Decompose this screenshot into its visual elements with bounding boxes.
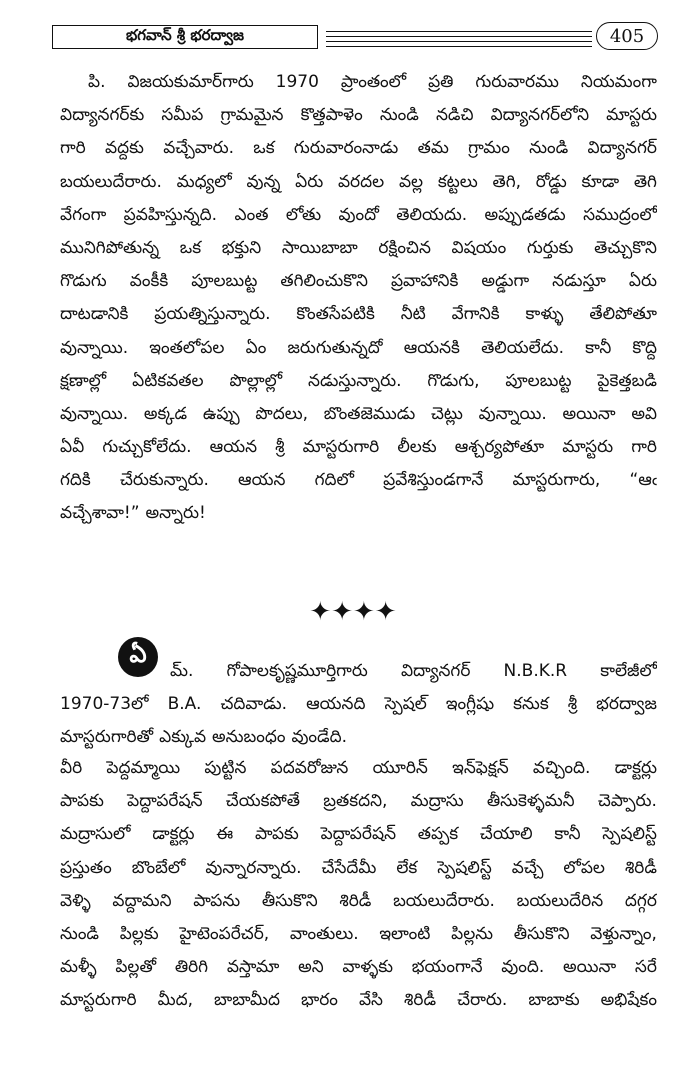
word: ప్రవేశిస్తుండగానే (383, 470, 484, 491)
text-line (60, 885, 657, 918)
word: స్పెషలిస్ట్ (602, 824, 657, 845)
word: భారం (300, 990, 338, 1011)
word: ఏం (245, 337, 267, 358)
word: ఎంత (234, 204, 269, 225)
word: గారి (60, 138, 86, 159)
word: వుండేది. (291, 727, 348, 748)
word: ఏరు (295, 171, 324, 192)
word: ఒక (179, 237, 202, 258)
word: అడ్డుగా (481, 271, 530, 292)
word: విద్యానగర్‌లోని (490, 105, 590, 126)
text-line (60, 298, 657, 331)
word: చెట్లు (430, 403, 463, 424)
word: 1970-73లో (60, 694, 149, 715)
word: కట్టలు (437, 171, 478, 192)
text-line (60, 132, 657, 165)
word: పెద్దాపరేషన్ (127, 791, 203, 812)
word: మద్రాసు (410, 791, 464, 812)
word: తగిలించుకొని (280, 271, 368, 292)
word: వున్నాయి. (60, 403, 129, 424)
text-line (60, 752, 657, 785)
paragraph-1 (60, 66, 657, 531)
word: అయినా (563, 957, 617, 978)
word: పొదలు, (255, 403, 309, 424)
drop-cap: ఏ (118, 637, 158, 677)
word: తేలిపోతూ (589, 304, 657, 325)
word: వేసి (358, 990, 383, 1011)
word: తెలియలేదు. (481, 337, 564, 358)
word: అభిషేకం (600, 990, 657, 1011)
word: ఆయనది (306, 694, 366, 715)
word: ప్రవాహానికి (390, 271, 459, 292)
word: కానీ (585, 337, 612, 358)
word: మాస్టరుగారి (302, 437, 380, 458)
text-line (60, 497, 657, 530)
word: నియమంగా (580, 72, 657, 92)
word: విషయం (451, 237, 507, 258)
word: తప్పక (417, 824, 459, 845)
word: వచ్చేశావా!” (60, 503, 140, 524)
word: పాపకు (60, 791, 104, 812)
word: పూలబుట్ట (505, 370, 572, 391)
word: తెచ్చుకొని (594, 237, 657, 258)
text-line (60, 721, 657, 754)
word: హైటెంపరేచర్, (179, 923, 270, 944)
page-number: 405 (596, 22, 658, 50)
word: విజయకుమార్‌గారు (127, 72, 254, 92)
word: దాటడానికి (60, 304, 129, 325)
word: వేగంగా (60, 204, 107, 225)
word: ఆయనకి (403, 337, 460, 358)
word: పిల్లతో (115, 957, 157, 978)
word: బాబామీద (214, 990, 280, 1011)
word: శిరిడీ (404, 990, 437, 1011)
word: సరే (634, 957, 657, 978)
word: పి. (88, 72, 106, 92)
word: మళ్ళీ (60, 957, 97, 978)
word: వద్దకు (105, 138, 144, 159)
word: కూడా (581, 171, 620, 192)
word: బొంబేలో (131, 857, 186, 878)
word: ఆశ్చర్యపోతూ (454, 437, 545, 458)
word: వుందో (338, 204, 379, 225)
word: B.A. (167, 694, 202, 715)
word: వుంది. (501, 957, 545, 978)
word: వున్న (246, 171, 281, 192)
word: మాస్టరు (562, 437, 614, 458)
word: శిరిడీ (624, 857, 657, 878)
word: కాళ్ళు (525, 304, 564, 325)
word: అప్పుడతడు (484, 204, 566, 225)
word: చెప్పారు. (597, 791, 657, 812)
word: పిల్లకు (119, 923, 159, 944)
word: ఎక్కువ (159, 727, 207, 748)
word: గుచ్చుకోలేదు. (102, 437, 192, 458)
word: 1970 (275, 72, 319, 92)
word: తెగి (633, 171, 657, 192)
text-line (60, 785, 657, 818)
word: మ్. (170, 661, 194, 681)
word: వెళ్తున్నాం, (590, 923, 657, 944)
word: అక్కడ (143, 403, 188, 424)
word: విద్యానగర్ (400, 661, 471, 681)
text-line (60, 984, 657, 1017)
word: శిరిడీ (339, 890, 372, 911)
word: భయంగానే (411, 957, 483, 978)
word: గారి (631, 437, 657, 458)
word: ఇన్‌ఫెక్షన్ (452, 758, 509, 778)
word: వున్నాయి. (60, 337, 129, 358)
word: కానీ (554, 824, 581, 845)
word: ఏవీ (60, 437, 85, 458)
word: మాస్టరుగారి (60, 990, 137, 1011)
word: బొంతజెముడు (323, 403, 416, 424)
word: వంకీకి (129, 271, 169, 292)
word: మధ్యలో (176, 171, 232, 192)
word: మాస్టరు (606, 105, 657, 126)
word: ప్రాంతంలో (340, 72, 407, 92)
word: గదికి (60, 470, 91, 491)
word: తెలియదు. (396, 204, 468, 225)
text-line (60, 818, 657, 851)
text-line (60, 166, 657, 199)
word: వేగానికి (451, 304, 500, 325)
word: పెద్దాపరేషన్ (320, 824, 397, 845)
word: ప్రస్తుతం (60, 857, 112, 878)
word: చేయాలి (479, 824, 533, 845)
word: వెళ్ళి (60, 890, 91, 911)
word: పుట్టిన (204, 758, 247, 778)
word: నడుస్తున్నారు. (308, 370, 402, 391)
paragraph-2 (60, 655, 657, 755)
word: పిల్లను (451, 923, 494, 944)
word: చేసేదేమీ (321, 857, 377, 878)
running-header (52, 22, 658, 56)
section-ornament: ✦✦✦✦ (309, 597, 397, 627)
word: వచ్చేవారు. (163, 138, 234, 159)
word: వచ్చింది. (532, 758, 591, 778)
word: వున్నాయి. (478, 403, 547, 424)
word: డాక్టర్లు (614, 758, 657, 778)
word: అని (298, 957, 324, 978)
word: పదవరోజున (270, 758, 349, 778)
word: మాస్టరుగారితో (60, 727, 154, 748)
word: మీద, (157, 990, 193, 1011)
word: తమ (417, 138, 449, 159)
word: గురువారంనాడు (293, 138, 399, 159)
word: చేరారు. (457, 990, 508, 1011)
text-line (60, 464, 657, 497)
word: వల్ల (398, 171, 424, 192)
word: పెద్దమ్మాయి (106, 758, 181, 778)
word: రోడ్డు (535, 171, 567, 192)
word: రక్షించిన (378, 237, 431, 258)
word: ఏరు (628, 271, 657, 292)
word: క్షణాల్లో (60, 370, 107, 391)
text-line (60, 99, 657, 132)
word: జరుగుతున్నదో (287, 337, 383, 358)
word: తీసుకొని (261, 890, 318, 911)
word: పొల్లాల్లో (229, 370, 283, 391)
word: స్పెషల్ (384, 694, 427, 715)
word: ఒక (253, 138, 275, 159)
word: నడిచి (435, 105, 474, 126)
word: వున్నారన్నారు. (205, 857, 302, 878)
word: గొడుగు (60, 271, 107, 292)
text-line (60, 365, 657, 398)
word: వద్దామని (112, 890, 172, 911)
text-line (60, 688, 657, 721)
word: బాబాకు (528, 990, 580, 1011)
word: స్పెషలిస్ట్ (437, 857, 492, 878)
word: బ్రతకదని, (323, 791, 388, 812)
word: పైకెత్తబడి (597, 370, 657, 391)
text-line (60, 199, 657, 232)
text-line (60, 431, 657, 464)
word: గొడుగు, (427, 370, 480, 391)
word: గ్రామం (468, 138, 510, 159)
word: విద్యానగర్‌కు (60, 105, 145, 126)
word: అయినా (562, 403, 616, 424)
word: కొద్ది (632, 337, 657, 358)
text-line (60, 66, 657, 99)
text-line (60, 398, 657, 431)
word: మాస్టరుగారు, (512, 470, 601, 491)
word: పూలబుట్ట (191, 271, 258, 292)
text-line (60, 852, 657, 885)
header-rule (326, 41, 592, 42)
word: లీలకు (397, 437, 437, 458)
word: బయలుదేరిన (516, 890, 604, 911)
header-rule (326, 46, 592, 47)
word: అనుబంధం (212, 727, 286, 748)
word: మద్రాసులో (60, 824, 131, 845)
word: N.B.K.R (503, 661, 568, 681)
word: అవి (631, 403, 657, 424)
word: గుర్తుకు (526, 237, 574, 258)
word: సాయిబాబా (281, 237, 358, 258)
word: గోపాలకృష్ణమూర్తిగారు (226, 661, 368, 681)
word: నుండి (60, 923, 100, 944)
word: గ్రామమైన (220, 105, 284, 126)
text-line (60, 918, 657, 951)
word: ప్రవహిస్తున్నది. (123, 204, 218, 225)
word: కాలేజీలో (600, 661, 657, 681)
word: శ్రీ (567, 694, 578, 715)
word: చదివాడు. (220, 694, 288, 715)
word: భక్తుని (221, 237, 262, 258)
word: వస్తామా (226, 957, 280, 978)
text-line (60, 232, 657, 265)
word: మునిగిపోతున్న (60, 237, 160, 258)
word: ఇంతలోపల (149, 337, 225, 358)
word: ఆయన (209, 437, 258, 458)
word: నడుస్తూ (552, 271, 606, 292)
word: తీసుకొని (513, 923, 570, 944)
header-rule (326, 36, 592, 37)
word: ఏటికవతల (132, 370, 204, 391)
word: వచ్చే (511, 857, 544, 878)
word: భరద్వాజ (596, 694, 657, 715)
word: సమీప (161, 105, 204, 126)
word: తెగి, (492, 171, 522, 192)
word: ఇంగ్లీషు (445, 694, 495, 715)
word: తిరిగి (174, 957, 209, 978)
word: వీరి (60, 758, 83, 778)
word: ఇలాంటి (379, 923, 431, 944)
word: అన్నారు! (145, 503, 206, 524)
text-line (60, 332, 657, 365)
word: ఆయన (238, 470, 286, 491)
word: నీటి (400, 304, 426, 325)
word: చేరుకున్నారు. (119, 470, 209, 491)
word: శ్రీ (275, 437, 285, 458)
word: “ఆఁ (629, 470, 657, 491)
header-rule (326, 31, 592, 32)
running-title: భగవాన్ శ్రీ భరద్వాజ (52, 25, 318, 49)
word: లోపల (563, 857, 605, 878)
word: కొత్తపాళెం (300, 105, 363, 126)
word: విద్యానగర్ (587, 138, 657, 159)
word: సముద్రంలో (583, 204, 657, 225)
word: తీసుకెళ్ళమనీ (486, 791, 575, 812)
word: వాళ్ళకు (342, 957, 393, 978)
word: ఈ (216, 824, 234, 845)
word: ఉప్పు (202, 403, 240, 424)
word: గురువారము (475, 72, 559, 92)
word: చేయకపోతే (225, 791, 300, 812)
word: కొంతసేపటికి (296, 304, 375, 325)
word: పాపకు (254, 824, 299, 845)
word: లోతు (285, 204, 322, 225)
text-line (60, 265, 657, 298)
word: ప్రయత్నిస్తున్నారు. (154, 304, 271, 325)
word: ప్రతి (428, 72, 454, 92)
word: లేక (396, 857, 418, 878)
word: యూరిన్ (372, 758, 428, 778)
word: నుండి (379, 105, 419, 126)
word: కనుక (513, 694, 549, 715)
word: వాంతులు. (289, 923, 359, 944)
word: డాక్టర్లు (152, 824, 195, 845)
paragraph-3 (60, 752, 657, 1018)
word: వరదల (337, 171, 385, 192)
text-line (60, 951, 657, 984)
word: గదిలో (314, 470, 354, 491)
text-line (60, 655, 657, 688)
word: దగ్గర (624, 890, 657, 911)
word: బయలుదేరారు. (60, 171, 162, 192)
word: నుండి (529, 138, 569, 159)
word: బయలుదేరారు. (393, 890, 495, 911)
word: పాపను (193, 890, 241, 911)
